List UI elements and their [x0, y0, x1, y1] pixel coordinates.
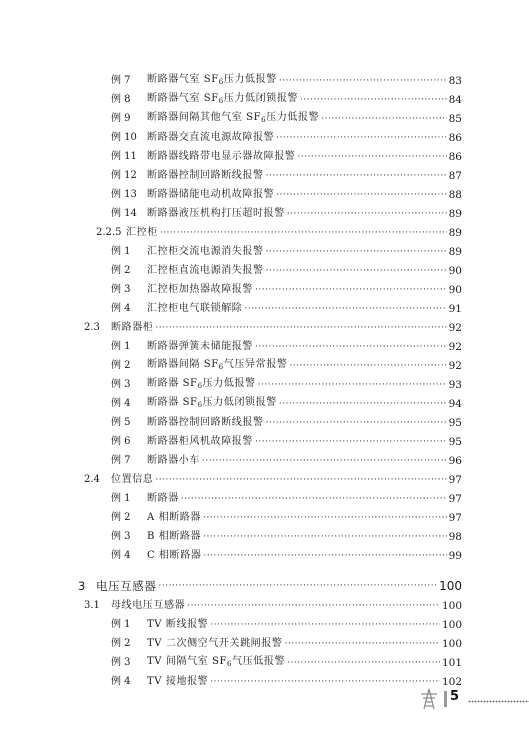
toc-leader-dots	[202, 452, 447, 470]
toc-entry-title-text: 汇控柜直流电源消失报警	[147, 265, 264, 276]
toc-entry-label: 例 2	[111, 265, 131, 276]
toc-section-entry[interactable]	[96, 224, 462, 242]
toc-example-entry[interactable]	[111, 110, 462, 128]
toc-leader-dots	[284, 635, 439, 653]
toc-entry-title-text: TV 断线报警	[147, 619, 209, 630]
toc-page-number: 99	[448, 550, 462, 562]
toc-page-number: 94	[448, 398, 462, 410]
toc-entry-label: 例 12	[111, 170, 137, 181]
toc-entry-title-text: 断路器间隔其他气室 SF	[147, 112, 262, 123]
toc-entry-title-text: 断路器 SF	[147, 378, 198, 389]
toc-entry-title-text: 断路器 SF	[147, 397, 198, 408]
toc-entry-title	[147, 673, 208, 691]
toc-entry-title	[147, 433, 253, 451]
toc-leader-dots	[266, 262, 447, 280]
toc-entry-title	[147, 452, 200, 470]
toc-entry-label: 例 3	[111, 284, 131, 295]
toc-entry-title-text: 断路器柜	[111, 322, 154, 333]
toc-example-entry[interactable]	[111, 338, 462, 356]
toc-leader-dots	[266, 243, 447, 261]
toc-entry-title-text: 断路器气室 SF	[147, 93, 219, 104]
toc-entry-title	[147, 528, 201, 546]
toc-entry-title	[96, 577, 157, 595]
toc-entry-label: 2.2.5	[96, 227, 122, 238]
toc-entry-title-text: 母线电压互感器	[111, 600, 186, 611]
toc-entry-label: 例 2	[111, 360, 131, 371]
toc-entry-title-text: B 相断路器	[147, 531, 202, 542]
toc-example-entry[interactable]	[111, 673, 462, 691]
toc-leader-dots	[160, 224, 447, 242]
toc-entry-title-text: 断路器	[147, 493, 179, 504]
toc-leader-dots	[255, 281, 447, 299]
toc-section-entry[interactable]	[84, 597, 462, 615]
toc-entry-title	[147, 547, 201, 565]
toc-example-entry[interactable]	[111, 509, 462, 527]
toc-page-number: 89	[448, 227, 462, 239]
toc-entry-title-text: TV 接地报警	[147, 676, 209, 687]
toc-entry-title-text: 断路器小车	[147, 455, 200, 466]
toc-entry-label: 例 4	[111, 398, 131, 409]
toc-page-number: 86	[448, 132, 462, 144]
toc-entry-title	[147, 148, 295, 166]
toc-page-number: 95	[448, 436, 462, 448]
toc-entry-label: 例 10	[111, 132, 137, 143]
toc-entry-subscript: 6	[218, 97, 224, 105]
toc-example-entry[interactable]	[111, 129, 462, 147]
toc-entry-title-text: 位置信息	[111, 474, 154, 485]
toc-entry-title-text: A 相断路器	[147, 512, 202, 523]
toc-entry-title	[147, 243, 264, 261]
toc-entry-title-text: 断路器间隔 SF	[147, 359, 219, 370]
power-tower-icon	[418, 688, 440, 710]
toc-entry-label: 例 4	[111, 303, 131, 314]
toc-section-entry[interactable]	[84, 471, 462, 489]
toc-entry-title-text: 断路器线路带电显示器故障报警	[147, 151, 296, 162]
toc-example-entry[interactable]	[111, 167, 462, 185]
toc-page-number: 95	[448, 417, 462, 429]
toc-entry-title	[147, 338, 253, 356]
toc-page-number: 96	[448, 455, 462, 467]
toc-page-number: 97	[448, 474, 462, 486]
toc-entry-title	[147, 414, 264, 432]
toc-entry-subscript: 6	[197, 401, 203, 409]
toc-entry-subscript: 6	[227, 660, 233, 668]
toc-example-entry[interactable]	[111, 452, 462, 470]
toc-page-number: 100	[441, 600, 462, 612]
toc-entry-label: 例 4	[111, 550, 131, 561]
toc-example-entry[interactable]	[111, 186, 462, 204]
toc-leader-dots	[159, 577, 438, 595]
toc-leader-dots	[258, 376, 447, 394]
toc-section-entry[interactable]	[78, 577, 462, 595]
toc-example-entry[interactable]	[111, 243, 462, 261]
toc-entry-title	[147, 109, 319, 129]
toc-leader-dots	[276, 186, 446, 204]
toc-entry-subscript: 6	[218, 363, 224, 371]
toc-page-number: 84	[448, 94, 462, 106]
toc-page-number: 100	[441, 619, 462, 631]
toc-page-number: 100	[439, 579, 462, 593]
toc-entry-title-text: 断路器柜风机故障报警	[147, 436, 253, 447]
footer-bar	[444, 691, 447, 707]
toc-entry-subscript: 6	[197, 382, 203, 390]
toc-entry-title	[147, 186, 274, 204]
toc-page-number: 93	[448, 379, 462, 391]
toc-example-entry[interactable]	[111, 635, 462, 653]
toc-entry-title	[147, 167, 264, 185]
toc-entry-title-text: TV 间隔气室 SF	[147, 656, 228, 667]
toc-entry-title-text: 气压低报警	[232, 656, 286, 667]
toc-entry-title-text: 断路器控制回路断线报警	[147, 170, 264, 181]
toc-entry-title-text: C 相断路器	[147, 550, 202, 561]
toc-entry-title-text: 气压异常报警	[223, 359, 288, 370]
toc-example-entry[interactable]	[111, 148, 462, 166]
toc-entry-label: 例 7	[111, 455, 131, 466]
toc-entry-title-text: 压力低报警	[202, 378, 256, 389]
toc-entry-title-text: 压力低闭锁报警	[202, 397, 277, 408]
toc-leader-dots	[297, 148, 446, 166]
toc-entry-title-text: 压力低报警	[223, 74, 277, 85]
toc-entry-title-text: 断路器控制回路断线报警	[147, 417, 264, 428]
toc-leader-dots	[255, 433, 447, 451]
toc-leader-dots	[187, 597, 440, 615]
toc-section-entry[interactable]	[84, 319, 462, 337]
toc-entry-title-text: 压力低闭锁报警	[223, 93, 299, 104]
toc-page-number: 98	[448, 531, 462, 543]
toc-entry-subscript: 6	[218, 78, 224, 86]
toc-entry-title	[147, 490, 179, 508]
toc-page-number: 92	[448, 341, 462, 353]
toc-entry-title	[147, 375, 256, 395]
toc-entry-label: 例 1	[111, 619, 131, 630]
toc-entry-title	[147, 71, 277, 91]
toc-example-entry[interactable]	[111, 654, 462, 672]
toc-page-number: 88	[448, 189, 462, 201]
toc-entry-label: 例 1	[111, 246, 131, 257]
toc-entry-title-text: 断路器储能电动机故障报警	[147, 189, 275, 200]
toc-example-entry[interactable]	[111, 300, 462, 318]
toc-page-number: 89	[448, 246, 462, 258]
toc-leader-dots	[155, 471, 446, 489]
toc-page-number: 100	[441, 638, 462, 650]
toc-entry-title-text: 压力低报警	[266, 112, 320, 123]
toc-leader-dots	[244, 300, 446, 318]
page-number: 5	[450, 689, 460, 704]
toc-example-entry[interactable]	[111, 357, 462, 375]
toc-entry-subscript: 6	[261, 116, 267, 124]
toc-entry-title	[147, 262, 264, 280]
toc-entry-label: 例 8	[111, 94, 131, 105]
toc-example-entry[interactable]	[111, 490, 462, 508]
toc-example-entry[interactable]	[111, 281, 462, 299]
toc-page-number: 101	[441, 657, 462, 669]
toc-entry-title-text: 汇控柜加热器故障报警	[147, 284, 253, 295]
toc-entry-title	[147, 653, 285, 673]
toc-example-entry[interactable]	[111, 205, 462, 223]
toc-leader-dots	[255, 338, 447, 356]
toc-entry-label: 3	[78, 579, 86, 593]
toc-entry-label: 2.3	[84, 322, 100, 333]
toc-entry-title	[111, 471, 153, 489]
toc-entry-title	[147, 509, 201, 527]
toc-entry-label: 例 3	[111, 657, 131, 668]
toc-entry-title-text: 断路器弹簧未储能报警	[147, 341, 253, 352]
toc-page-number: 90	[448, 284, 462, 296]
toc-example-entry[interactable]	[111, 262, 462, 280]
toc-leader-dots	[279, 395, 447, 413]
toc-entry-title-text: 电压互感器	[96, 579, 157, 593]
toc-entry-title-text: 汇控柜	[126, 227, 158, 238]
toc-page-number: 91	[448, 303, 462, 315]
toc-entry-label: 例 2	[111, 512, 131, 523]
toc-example-entry[interactable]	[111, 547, 462, 565]
toc-page-number: 92	[448, 322, 462, 334]
toc-leader-dots	[300, 91, 447, 109]
toc-leader-dots	[279, 72, 447, 90]
toc-example-entry[interactable]	[111, 528, 462, 546]
toc-leader-dots	[203, 528, 446, 546]
toc-entry-title	[147, 90, 298, 110]
toc-page-number: 102	[441, 676, 462, 688]
toc-entry-label: 2.4	[84, 474, 100, 485]
toc-example-entry[interactable]	[111, 376, 462, 394]
toc-leader-dots	[203, 509, 447, 527]
toc-entry-label: 例 9	[111, 113, 131, 124]
toc-entry-label: 例 11	[111, 151, 137, 162]
toc-entry-label: 例 6	[111, 436, 131, 447]
toc-entry-label: 例 3	[111, 379, 131, 390]
toc-entry-label: 例 1	[111, 493, 131, 504]
toc-entry-title	[111, 597, 185, 615]
toc-page-number: 85	[448, 113, 462, 125]
toc-leader-dots	[266, 167, 447, 185]
toc-entry-title	[147, 356, 287, 376]
toc-entry-label: 例 5	[111, 417, 131, 428]
toc-entry-title-text: TV 二次侧空气开关跳闸报警	[147, 638, 283, 649]
toc-leader-dots	[181, 490, 447, 508]
toc-entry-title	[147, 300, 242, 318]
toc-leader-dots	[289, 357, 446, 375]
toc-entry-title	[111, 319, 153, 337]
toc-entry-title-text: 断路器交直流电源故障报警	[147, 132, 275, 143]
toc-leader-dots	[276, 129, 446, 147]
toc-leader-dots	[203, 547, 446, 565]
toc-page-number: 87	[448, 170, 462, 182]
toc-entry-label: 例 3	[111, 531, 131, 542]
toc-entry-label: 例 4	[111, 676, 131, 687]
toc-example-entry[interactable]	[111, 414, 462, 432]
toc-entry-label: 例 1	[111, 341, 131, 352]
toc-page-number: 83	[448, 75, 462, 87]
toc-leader-dots	[155, 319, 446, 337]
toc-entry-label: 例 14	[111, 208, 137, 219]
toc-example-entry[interactable]	[111, 72, 462, 90]
toc-example-entry[interactable]	[111, 433, 462, 451]
toc-page-number: 97	[448, 493, 462, 505]
toc-page-number: 90	[448, 265, 462, 277]
toc-page-number: 92	[448, 360, 462, 372]
toc-leader-dots	[210, 673, 440, 691]
toc-page-number: 89	[448, 208, 462, 220]
toc-leader-dots	[287, 205, 447, 223]
toc-entry-label: 例 13	[111, 189, 137, 200]
toc-entry-label: 3.1	[84, 600, 100, 611]
toc-example-entry[interactable]	[111, 616, 462, 634]
toc-entry-title	[126, 224, 158, 242]
toc-entry-title	[147, 635, 282, 653]
toc-entry-title	[147, 205, 285, 223]
toc-leader-dots	[266, 414, 447, 432]
toc-page-number: 97	[448, 512, 462, 524]
toc-leader-dots	[210, 616, 440, 634]
toc-entry-label: 例 2	[111, 638, 131, 649]
toc-entry-title-text: 断路器液压机构打压超时报警	[147, 208, 285, 219]
page-footer	[418, 688, 529, 710]
toc-entry-title	[147, 129, 274, 147]
toc-entry-title	[147, 281, 253, 299]
toc-example-entry[interactable]	[111, 91, 462, 109]
toc-entry-label: 例 7	[111, 75, 131, 86]
toc-entry-title-text: 断路器气室 SF	[147, 74, 219, 85]
toc-example-entry[interactable]	[111, 395, 462, 413]
toc-page-number: 86	[448, 151, 462, 163]
toc-leader-dots	[287, 654, 440, 672]
toc-leader-dots	[321, 110, 446, 128]
toc-entry-title	[147, 616, 208, 634]
footer-dots	[468, 700, 529, 703]
toc-entry-title	[147, 394, 277, 414]
toc-entry-title-text: 汇控柜交流电源消失报警	[147, 246, 264, 257]
toc-entry-title-text: 汇控柜电气联锁解除	[147, 303, 243, 314]
